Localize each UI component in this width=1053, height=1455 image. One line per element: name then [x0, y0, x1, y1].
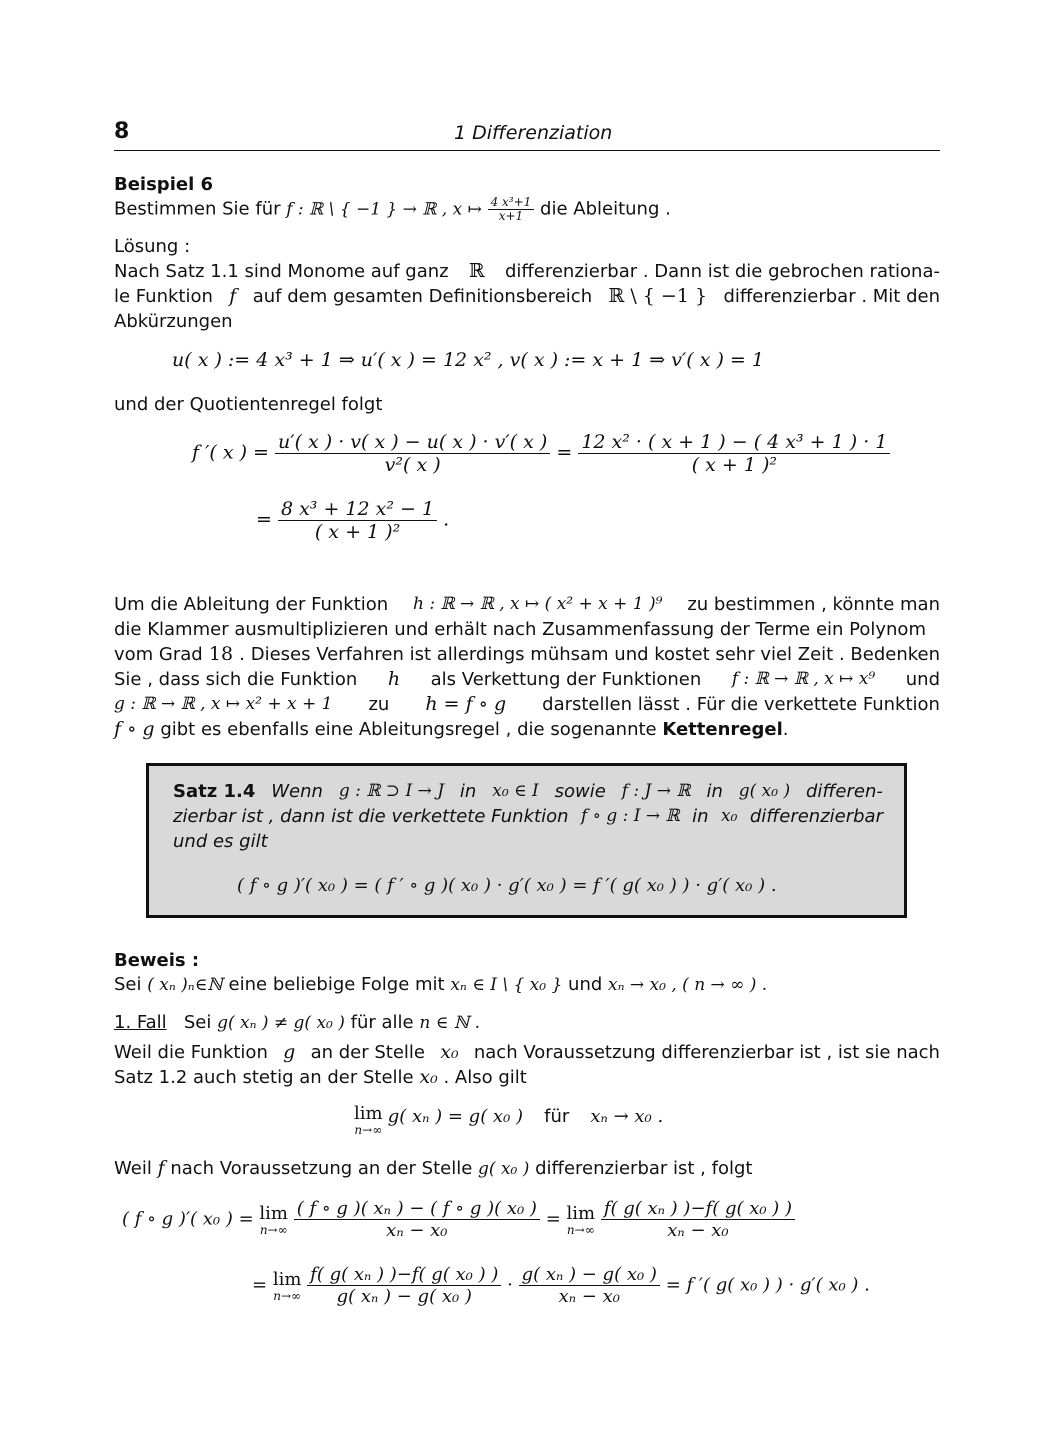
solution-line-1 [114, 259, 940, 284]
text: zu [368, 694, 390, 715]
eq-den-2: ( x + 1 )² [691, 454, 778, 476]
lim-text: lim [272, 1268, 302, 1290]
page-number: 8 [114, 119, 130, 144]
eq-fraction-2 [519, 1264, 660, 1307]
solution-line-3: Abkürzungen [114, 311, 233, 332]
text: nach Voraussetzung differenzierbar ist , ist sie nach [473, 1042, 940, 1063]
text: Um die Ableitung der Funktion [114, 594, 389, 615]
eq-den: v²( x ) [384, 454, 441, 476]
math: g( xₙ ) ≠ g( x₀ ) [217, 1013, 345, 1033]
text: Weil [114, 1158, 152, 1179]
chapter-title: 1 Differenziation [454, 122, 613, 144]
solution-line-2 [114, 284, 940, 309]
example-title: Beispiel 6 [114, 174, 214, 195]
eq-sign: = [252, 1274, 268, 1296]
theorem-box [146, 763, 907, 918]
math: g : ℝ → ℝ , x ↦ x² + x + 1 [114, 694, 333, 714]
limit-operator [259, 1204, 288, 1236]
header-rule [114, 150, 940, 151]
text: nach Voraussetzung an der Stelle [170, 1158, 473, 1179]
text: darstellen lässt . Für die verkettete Funktion [542, 694, 940, 715]
math: x₀ ∈ I [492, 781, 539, 801]
eq-fraction [275, 431, 550, 476]
lim-tail: xₙ → x₀ . [590, 1106, 664, 1127]
eq-fraction-2 [578, 431, 890, 476]
theorem-line-3: und es gilt [173, 831, 268, 852]
theorem-line-2 [173, 804, 883, 829]
math: x₀ [419, 1066, 438, 1088]
solution-label: Lösung : [114, 236, 191, 257]
lim-sub: n→∞ [273, 1288, 302, 1303]
text: Sie , dass sich die Funktion [114, 669, 358, 690]
text: Sei [183, 1012, 212, 1033]
text: le Funktion [114, 286, 213, 307]
text: . Dieses Verfahren ist allerdings mühsam und kostet sehr viel Zeit . Bedenken [239, 644, 940, 665]
prompt-end: die Ableitung . [540, 198, 671, 220]
chain-line-1 [114, 592, 940, 617]
example-prompt [114, 196, 940, 223]
lim-text: lim [354, 1103, 383, 1124]
eq-den: g( xₙ ) − g( x₀ ) [336, 1286, 472, 1307]
text: für alle [350, 1012, 414, 1033]
text: differen- [806, 781, 883, 802]
proof-line-5 [114, 1156, 940, 1182]
chain-line-4 [114, 667, 940, 692]
eq-den: xₙ − x₀ [386, 1220, 448, 1241]
math: h [387, 668, 401, 690]
case-label: 1. Fall [114, 1012, 167, 1033]
chain-line-6 [114, 717, 940, 742]
text: Wenn [271, 781, 323, 802]
proof-line-1 [114, 972, 940, 998]
math: f ∘ g : I → ℝ [580, 806, 680, 826]
text: und [905, 669, 940, 690]
lim-text: lim [566, 1202, 596, 1224]
theorem-label: Satz 1.4 [173, 781, 256, 802]
eq-den-2: xₙ − x₀ [558, 1286, 620, 1307]
math: ℝ \ { −1 } [608, 285, 708, 307]
text: in [459, 781, 477, 802]
eq-num-2: g( xₙ ) − g( x₀ ) [519, 1264, 660, 1286]
text: differenzierbar ist , folgt [535, 1158, 753, 1179]
text: zierbar ist , dann ist die verkettete Funktion [173, 806, 569, 827]
limit-operator [273, 1270, 302, 1302]
eq-num: 8 x³ + 12 x² − 1 [278, 498, 437, 521]
math: f [157, 1157, 165, 1179]
lim-text: lim [259, 1202, 289, 1224]
lim-body: g( xₙ ) = g( x₀ ) [387, 1106, 524, 1127]
math: xₙ → x₀ , ( n → ∞ ) . [608, 975, 768, 995]
proof-equation-2 [252, 1264, 870, 1307]
text: Sei [114, 974, 142, 995]
eq-num: u′( x ) · v( x ) − u( x ) · v′( x ) [275, 431, 550, 454]
math: f : ℝ → ℝ , x ↦ x⁹ [731, 669, 876, 689]
math: g [283, 1041, 296, 1063]
math: 18 [208, 643, 234, 665]
limit-operator-2 [567, 1204, 596, 1236]
text: sowie [554, 781, 606, 802]
eq-fraction-2 [601, 1198, 795, 1241]
eq-num-2: f( g( xₙ ) )−f( g( x₀ ) ) [601, 1198, 795, 1220]
text: differenzierbar . Dann ist die gebrochen rationa- [504, 261, 940, 282]
eq-end: . [443, 508, 450, 531]
eq-den-2: xₙ − x₀ [667, 1220, 729, 1241]
eq-fraction [278, 498, 437, 543]
math: x₀ [440, 1041, 459, 1063]
chain-rule-formula: ( f ∘ g )′( x₀ ) = ( f ′ ∘ g )( x₀ ) · g′( x₀ ) = f ′( g( x₀ ) ) · g′( x₀ ) . [237, 875, 777, 896]
eq-end: = f ′( g( x₀ ) ) · g′( x₀ ) . [665, 1274, 870, 1296]
derivative-equation-2 [256, 498, 449, 543]
proof-line-4 [114, 1065, 940, 1090]
text: in [706, 781, 723, 802]
fraction-num: 4 x³+1 [488, 196, 535, 210]
prompt-text: Bestimmen Sie für [114, 198, 281, 220]
text: Weil die Funktion [114, 1042, 268, 1063]
eq-fraction [307, 1264, 501, 1307]
text: . Also gilt [443, 1067, 527, 1088]
chain-line-2: die Klammer ausmultiplizieren und erhält nach Zusammenfassung der Terme ein Polynom [114, 619, 926, 640]
text: differenzierbar . Mit den [723, 286, 940, 307]
math: g( x₀ ) [478, 1159, 530, 1179]
theorem-line-1 [173, 779, 883, 804]
math: f : J → ℝ [621, 781, 691, 801]
text: Satz 1.2 auch stetig an der Stelle [114, 1067, 414, 1088]
math: n ∈ ℕ . [419, 1013, 481, 1033]
text: in [692, 806, 709, 827]
function-fraction [488, 196, 535, 223]
lim-sub: n→∞ [566, 1222, 595, 1237]
math: ( xₙ )ₙ∈ℕ [147, 975, 223, 995]
chain-line-5 [114, 692, 940, 717]
math: xₙ ∈ I \ { x₀ } [450, 975, 563, 995]
eq-sign: = [545, 1208, 561, 1230]
eq-lhs: f ′( x ) = [192, 441, 269, 464]
limit-equation [354, 1104, 663, 1136]
text: als Verkettung der Funktionen [430, 669, 702, 690]
case-line [114, 1010, 940, 1036]
text: Nach Satz 1.1 sind Monome auf ganz [114, 261, 449, 282]
text: zu bestimmen , könnte man [687, 594, 940, 615]
eq-lhs: ( f ∘ g )′( x₀ ) = [122, 1208, 254, 1230]
fraction-den: x+1 [498, 209, 524, 223]
limit-operator [354, 1104, 383, 1136]
math: g( x₀ ) [738, 781, 791, 801]
text: an der Stelle [310, 1042, 425, 1063]
text: vom Grad [114, 644, 203, 665]
proof-line-3 [114, 1040, 940, 1065]
math: g : ℝ ⊃ I → J [338, 781, 445, 801]
text: gibt es ebenfalls eine Ableitungsregel , die sogenannte [160, 719, 657, 740]
text: auf dem gesamten Definitionsbereich [252, 286, 593, 307]
lim-sub: n→∞ [259, 1222, 288, 1237]
kettenregel-term: Kettenregel [662, 719, 783, 740]
quotient-text: und der Quotientenregel folgt [114, 394, 383, 415]
text: differenzierbar [749, 806, 883, 827]
math: ℝ [468, 260, 485, 282]
lim-fuer: für [544, 1106, 570, 1127]
eq-num: f( g( xₙ ) )−f( g( x₀ ) ) [307, 1264, 501, 1286]
derivative-equation-1 [192, 431, 890, 476]
math: h = f ∘ g [425, 693, 507, 715]
math: x₀ [720, 806, 738, 826]
proof-label: Beweis : [114, 950, 200, 971]
eq-den: ( x + 1 )² [314, 521, 401, 543]
function-def: f : ℝ \ { −1 } → ℝ , x ↦ [286, 199, 482, 220]
chain-line-3 [114, 642, 940, 667]
text: . [782, 719, 789, 740]
math: f ∘ g [114, 718, 155, 740]
eq-num: ( f ∘ g )( xₙ ) − ( f ∘ g )( x₀ ) [294, 1198, 540, 1220]
abbreviation-equation: u( x ) := 4 x³ + 1 ⇒ u′( x ) = 12 x² , v( x ) := x + 1 ⇒ v′( x ) = 1 [172, 349, 764, 371]
eq-sign: = [256, 508, 272, 531]
eq-num-2: 12 x² · ( x + 1 ) − ( 4 x³ + 1 ) · 1 [578, 431, 890, 454]
eq-fraction [294, 1198, 540, 1241]
eq-dot: · [507, 1274, 513, 1296]
text: und [568, 974, 603, 995]
eq-sign: = [556, 441, 573, 464]
math: f [229, 285, 237, 307]
text: eine beliebige Folge mit [228, 974, 445, 995]
math: h : ℝ → ℝ , x ↦ ( x² + x + 1 )⁹ [413, 594, 663, 614]
lim-sub: n→∞ [354, 1123, 383, 1137]
proof-equation-1 [122, 1198, 795, 1241]
